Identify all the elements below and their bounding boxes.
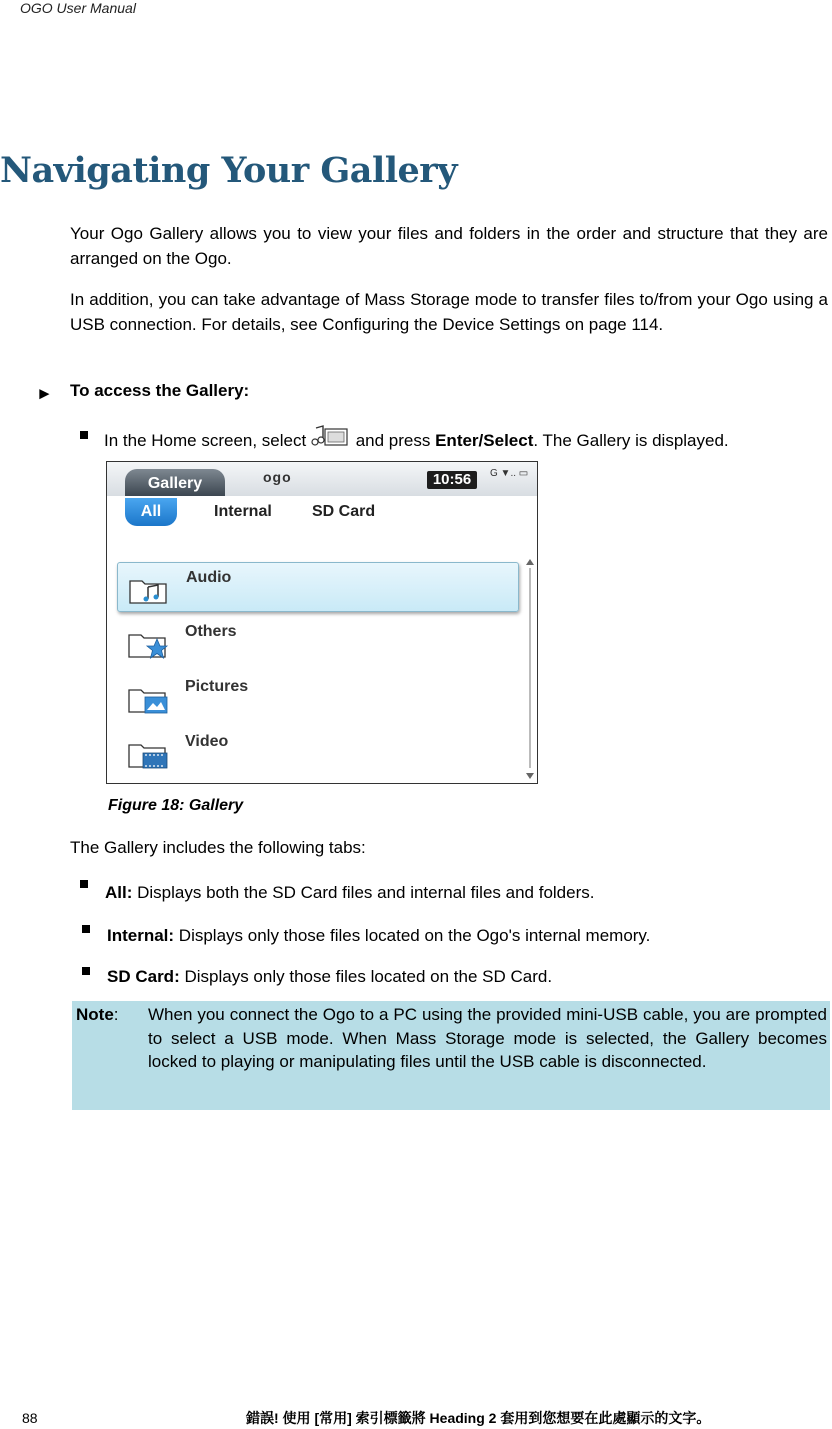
status-icons: G ▼.. ▭ (490, 468, 529, 479)
folder-row-audio[interactable] (117, 562, 519, 612)
mass-storage-paragraph: In addition, you can take advantage of Mass Storage mode to transfer files to/from your Ogo using a USB connection. For details, see Configuring the Device Settings on page 114. (70, 290, 828, 334)
clock: 10:56 (427, 471, 477, 489)
tabs-intro: The Gallery includes the following tabs: (70, 838, 366, 857)
folder-row-video[interactable] (117, 727, 517, 775)
section-title: Navigating Your Gallery (0, 150, 458, 191)
ogo-logo: ogo (263, 469, 292, 485)
tab-name: SD Card: (107, 967, 180, 986)
tab-name: All: (105, 883, 133, 902)
note-label: Note: (76, 1005, 119, 1024)
step-prefix: In the Home screen, select (104, 431, 307, 450)
folder-label: Video (185, 733, 229, 750)
audio-folder-icon (128, 573, 170, 605)
step-key: Enter/Select (435, 431, 534, 450)
page-number: 88 (22, 1410, 38, 1426)
procedure-arrow-icon: ► (36, 384, 53, 403)
folder-label: Others (185, 623, 237, 640)
folder-label: Pictures (185, 678, 249, 695)
step-suffix: . The Gallery is displayed. (533, 431, 729, 450)
bullet-square-icon (82, 925, 90, 933)
folder-row-others[interactable] (117, 617, 517, 665)
footer-error-text: 錯誤! 使用 [常用] 索引標籤將 Heading 2 套用到您想要在此處顯示的文字。 (246, 1410, 711, 1426)
gallery-screenshot (106, 461, 538, 784)
folder-row-pictures[interactable] (117, 672, 517, 720)
bullet-square-icon (82, 967, 90, 975)
figure-caption: Figure 18: Gallery (108, 797, 244, 814)
bullet-square-icon (80, 431, 88, 439)
gallery-app-icon (311, 424, 351, 450)
tab-all[interactable]: All (125, 498, 177, 526)
bullet-square-icon (80, 880, 88, 888)
others-folder-icon (127, 627, 169, 659)
step-mid: and press (355, 431, 431, 450)
video-folder-icon (127, 737, 169, 769)
note-text: When you connect the Ogo to a PC using the provided mini-USB cable, you are prompted to select a USB mode. When Mass Storage mode is selected, the Gallery becomes locked to playing or manipulating files until the USB cable is disconnected. (148, 1005, 827, 1071)
tab-name: Internal: (107, 926, 175, 945)
running-header: OGO User Manual (20, 0, 136, 16)
intro-paragraph: Your Ogo Gallery allows you to view your files and folders in the order and structure that they are arranged on the Ogo. (70, 224, 828, 268)
tab-sd-card[interactable]: SD Card (312, 503, 376, 520)
scrollbar[interactable] (525, 558, 535, 780)
tab-internal[interactable]: Internal (214, 503, 272, 520)
tab-text: Displays only those files located on the SD Card. (184, 967, 553, 986)
procedure-title: To access the Gallery: (70, 381, 250, 400)
gallery-title-tab: Gallery (125, 469, 225, 496)
folder-label: Audio (186, 569, 232, 586)
tab-text: Displays both the SD Card files and internal files and folders. (137, 883, 595, 902)
pictures-folder-icon (127, 682, 169, 714)
tab-text: Displays only those files located on the Ogo's internal memory. (178, 926, 651, 945)
